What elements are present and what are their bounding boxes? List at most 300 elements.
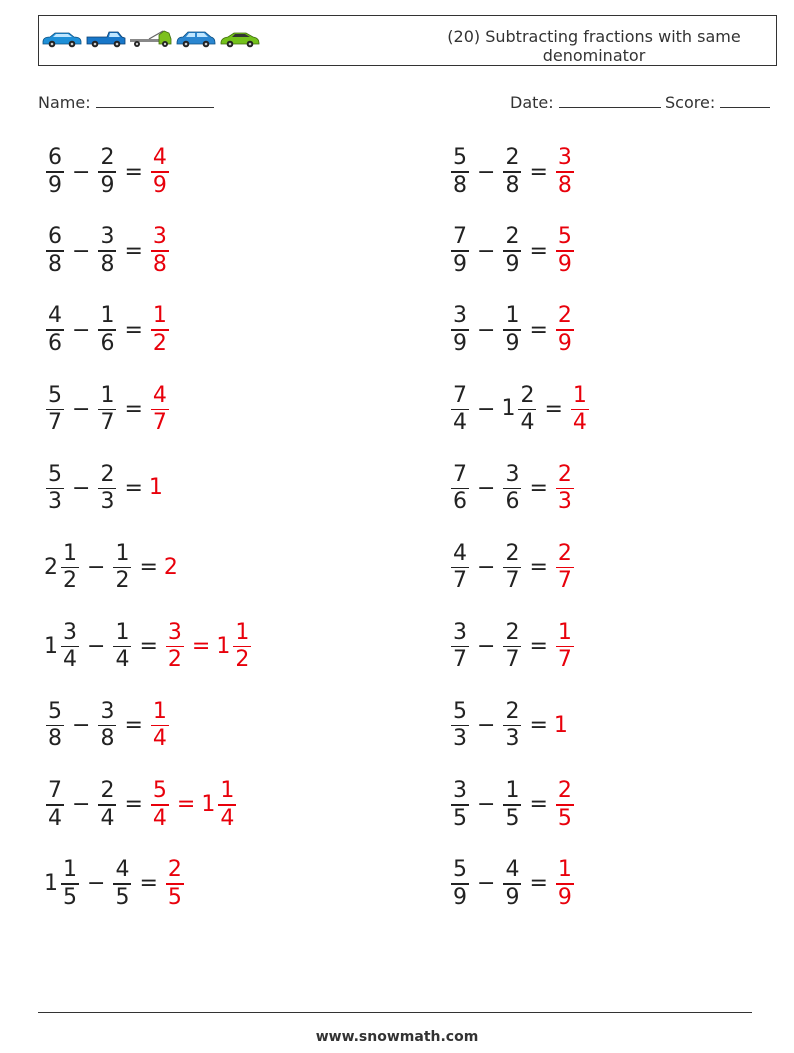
problem-6 — [449, 299, 576, 361]
fraction — [556, 462, 574, 516]
equals-sign: = — [529, 238, 548, 264]
fraction — [98, 383, 116, 437]
numerator: 1 — [115, 540, 130, 566]
numerator: 2 — [100, 461, 115, 487]
fraction — [98, 145, 116, 199]
fraction — [503, 224, 521, 278]
fraction — [113, 857, 131, 911]
problem-19 — [44, 853, 186, 915]
fraction — [166, 620, 184, 674]
denominator: 8 — [152, 251, 167, 277]
minus-sign: − — [477, 159, 496, 185]
subtrahend — [501, 462, 523, 516]
subtrahend — [501, 145, 523, 199]
fraction — [503, 699, 521, 753]
answer-value — [149, 383, 171, 437]
numerator: 2 — [557, 540, 572, 566]
denominator: 7 — [505, 647, 520, 673]
fraction — [571, 383, 589, 437]
numerator: 7 — [453, 224, 467, 250]
numerator: 1 — [220, 778, 235, 804]
fraction — [518, 383, 536, 437]
answer — [164, 537, 179, 599]
fraction — [46, 778, 64, 832]
fraction — [503, 541, 521, 595]
fraction — [556, 857, 574, 911]
equals-sign: = — [529, 555, 548, 580]
fraction — [451, 224, 469, 278]
fraction — [98, 699, 116, 753]
answer-value — [554, 857, 576, 911]
subtrahend — [111, 857, 133, 911]
problem-12 — [449, 537, 576, 599]
fraction — [151, 778, 169, 832]
fraction — [46, 462, 64, 516]
answer-mixed-number — [201, 774, 238, 836]
fraction — [113, 541, 131, 595]
numerator: 5 — [48, 698, 62, 724]
answer-value — [149, 145, 171, 199]
minus-sign: − — [477, 317, 496, 343]
numerator: 7 — [453, 382, 467, 408]
denominator: 4 — [152, 805, 167, 831]
answer-value — [149, 224, 171, 278]
equals-sign: = — [529, 871, 548, 897]
equals-sign: = — [139, 871, 158, 897]
problem-16 — [449, 695, 569, 757]
fraction — [166, 857, 184, 911]
minuend — [44, 616, 81, 678]
fraction — [451, 857, 469, 911]
denominator: 8 — [557, 172, 572, 198]
name-field[interactable] — [38, 93, 214, 112]
fraction — [151, 145, 169, 199]
worksheet-title: (20) Subtracting fractions with same denominator — [447, 27, 741, 65]
fraction — [61, 857, 79, 911]
equals-sign: = — [529, 634, 548, 660]
numerator: 4 — [152, 145, 167, 171]
whole-number: 1 — [216, 633, 231, 659]
fraction — [503, 303, 521, 357]
date-blank[interactable] — [559, 93, 661, 108]
denominator: 6 — [48, 330, 62, 356]
subtrahend — [96, 224, 118, 278]
fraction — [61, 541, 79, 595]
subtrahend — [501, 699, 523, 753]
minus-sign: − — [477, 634, 496, 660]
minuend — [44, 778, 66, 832]
denominator: 4 — [220, 805, 235, 831]
numerator: 1 — [152, 698, 167, 724]
numerator: 3 — [453, 303, 467, 329]
denominator: 5 — [115, 884, 130, 910]
equals-sign: = — [124, 159, 143, 185]
denominator: 7 — [453, 568, 467, 594]
denominator: 2 — [235, 647, 250, 673]
answer — [554, 620, 576, 674]
subtrahend — [501, 303, 523, 357]
answer — [554, 695, 569, 757]
denominator: 4 — [152, 726, 167, 752]
minus-sign: − — [72, 238, 91, 264]
numerator: 6 — [48, 145, 62, 171]
fraction — [451, 303, 469, 357]
numerator: 2 — [557, 778, 572, 804]
blue-sedan-icon — [41, 29, 83, 49]
minus-sign: − — [87, 634, 106, 660]
answer — [554, 541, 576, 595]
whole-number: 1 — [553, 712, 568, 738]
numerator: 1 — [235, 619, 250, 645]
minus-sign: − — [72, 713, 91, 739]
answer-value — [149, 699, 171, 753]
minus-sign: − — [477, 396, 496, 422]
problem-15 — [44, 695, 171, 757]
footer-url: www.snowmath.com — [315, 1029, 479, 1045]
answer-value — [554, 778, 576, 832]
numerator: 7 — [48, 778, 62, 804]
problem-4 — [449, 220, 576, 282]
equals-sign: = — [124, 317, 143, 343]
problem-2 — [449, 141, 576, 203]
answer-value — [554, 224, 576, 278]
minuend — [449, 462, 471, 516]
denominator: 8 — [453, 172, 467, 198]
fraction — [503, 462, 521, 516]
equals-sign: = — [529, 792, 548, 818]
answer — [149, 224, 171, 278]
problem-9 — [44, 457, 164, 519]
fraction — [451, 699, 469, 753]
minuend — [449, 778, 471, 832]
answer — [149, 699, 171, 753]
denominator: 9 — [48, 172, 62, 198]
denominator: 7 — [453, 647, 467, 673]
numerator: 5 — [557, 224, 572, 250]
problem-10 — [449, 457, 576, 519]
numerator: 1 — [572, 382, 587, 408]
numerator: 7 — [453, 461, 467, 487]
denominator: 6 — [100, 330, 115, 356]
fraction — [61, 620, 79, 674]
denominator: 9 — [557, 251, 572, 277]
denominator: 8 — [505, 172, 520, 198]
equals-sign: = — [124, 238, 143, 264]
answer — [164, 616, 253, 678]
minuend — [44, 537, 81, 599]
fraction — [503, 620, 521, 674]
denominator: 9 — [505, 330, 520, 356]
denominator: 8 — [100, 251, 115, 277]
equals-sign: = — [124, 475, 143, 501]
minus-sign: − — [87, 871, 106, 897]
minuend — [449, 620, 471, 674]
denominator: 9 — [505, 884, 520, 910]
car-icons — [41, 29, 261, 49]
date-field[interactable] — [510, 93, 661, 112]
answer — [149, 774, 238, 836]
denominator: 7 — [48, 410, 62, 436]
denominator: 5 — [167, 884, 182, 910]
minuend — [449, 699, 471, 753]
denominator: 2 — [152, 330, 167, 356]
problem-3 — [44, 220, 171, 282]
whole-number: 1 — [44, 870, 58, 896]
denominator: 4 — [48, 805, 62, 831]
answer — [149, 457, 164, 519]
denominator: 4 — [572, 410, 587, 436]
minuend — [44, 699, 66, 753]
denominator: 7 — [100, 410, 115, 436]
answer-value — [554, 303, 576, 357]
denominator: 7 — [557, 647, 572, 673]
numerator: 3 — [453, 619, 467, 645]
fraction — [451, 778, 469, 832]
denominator: 9 — [557, 330, 572, 356]
subtrahend — [501, 224, 523, 278]
denominator: 9 — [505, 251, 520, 277]
answer — [149, 383, 171, 437]
minus-sign: − — [477, 555, 496, 580]
equals-sign: = — [124, 713, 143, 739]
denominator: 9 — [557, 884, 572, 910]
equals-sign: = — [191, 634, 211, 660]
answer-value — [164, 857, 186, 911]
equals-sign: = — [544, 396, 563, 422]
numerator: 4 — [152, 382, 167, 408]
fraction — [98, 778, 116, 832]
fraction — [151, 224, 169, 278]
answer-value — [554, 695, 569, 757]
numerator: 2 — [505, 619, 520, 645]
denominator: 9 — [453, 251, 467, 277]
equals-sign: = — [529, 713, 548, 739]
equals-sign: = — [529, 159, 548, 185]
score-blank[interactable] — [720, 93, 770, 108]
name-blank[interactable] — [96, 93, 214, 108]
fraction — [556, 224, 574, 278]
subtrahend — [501, 857, 523, 911]
answer-value — [149, 778, 171, 832]
minus-sign: − — [72, 792, 91, 818]
equals-sign: = — [139, 555, 158, 580]
minuend — [44, 145, 66, 199]
denominator: 5 — [63, 884, 77, 910]
fraction — [451, 145, 469, 199]
minus-sign: − — [477, 792, 496, 818]
numerator: 3 — [100, 698, 115, 724]
answer-value — [164, 620, 186, 674]
minus-sign: − — [87, 555, 106, 580]
answer-value — [554, 145, 576, 199]
denominator: 7 — [505, 568, 520, 594]
worksheet-header — [38, 15, 777, 66]
green-hatchback-icon — [219, 29, 261, 49]
minuend — [449, 224, 471, 278]
answer-value — [554, 620, 576, 674]
whole-number: 1 — [44, 633, 58, 659]
numerator: 4 — [48, 303, 62, 329]
numerator: 6 — [48, 224, 62, 250]
problem-8 — [449, 378, 591, 440]
minuend — [449, 145, 471, 199]
minus-sign: − — [72, 475, 91, 501]
fraction — [556, 145, 574, 199]
subtrahend — [96, 699, 118, 753]
numerator: 3 — [63, 619, 77, 645]
fraction — [218, 778, 236, 832]
numerator: 1 — [505, 303, 520, 329]
numerator: 4 — [115, 857, 130, 883]
fraction — [151, 383, 169, 437]
minus-sign: − — [477, 871, 496, 897]
subtrahend — [111, 620, 133, 674]
denominator: 9 — [453, 330, 467, 356]
tow-truck-icon — [129, 29, 173, 49]
denominator: 4 — [115, 647, 130, 673]
denominator: 2 — [115, 568, 130, 594]
numerator: 3 — [152, 224, 167, 250]
numerator: 2 — [557, 303, 572, 329]
denominator: 3 — [453, 726, 467, 752]
answer-value — [554, 541, 576, 595]
answer-mixed-number — [216, 616, 253, 678]
answer — [554, 145, 576, 199]
fraction — [451, 383, 469, 437]
denominator: 4 — [100, 805, 115, 831]
problem-5 — [44, 299, 171, 361]
numerator: 1 — [557, 857, 572, 883]
answer — [554, 857, 576, 911]
numerator: 4 — [453, 540, 467, 566]
numerator: 1 — [557, 619, 572, 645]
numerator: 5 — [453, 145, 467, 171]
numerator: 3 — [453, 778, 467, 804]
numerator: 2 — [505, 540, 520, 566]
problem-1 — [44, 141, 171, 203]
subtrahend — [96, 145, 118, 199]
numerator: 2 — [505, 698, 520, 724]
fraction — [503, 778, 521, 832]
subtrahend — [96, 383, 118, 437]
subtrahend — [96, 303, 118, 357]
numerator: 1 — [152, 303, 167, 329]
subtrahend — [501, 541, 523, 595]
numerator: 3 — [167, 619, 182, 645]
answer — [569, 383, 591, 437]
fraction — [46, 303, 64, 357]
denominator: 7 — [152, 410, 167, 436]
fraction — [556, 620, 574, 674]
numerator: 2 — [167, 857, 182, 883]
date-label: Date: — [510, 93, 554, 112]
subtrahend — [501, 378, 538, 440]
problem-11 — [44, 537, 179, 599]
fraction — [233, 620, 251, 674]
denominator: 3 — [100, 489, 115, 515]
numerator: 2 — [557, 461, 572, 487]
fraction — [451, 620, 469, 674]
numerator: 3 — [557, 145, 572, 171]
denominator: 5 — [453, 805, 467, 831]
score-field[interactable] — [665, 93, 770, 112]
denominator: 6 — [505, 489, 520, 515]
numerator: 3 — [100, 224, 115, 250]
minuend — [44, 383, 66, 437]
numerator: 1 — [100, 303, 115, 329]
numerator: 2 — [520, 382, 535, 408]
fraction — [503, 857, 521, 911]
denominator: 8 — [100, 726, 115, 752]
answer — [164, 857, 186, 911]
fraction — [98, 224, 116, 278]
numerator: 1 — [63, 540, 77, 566]
answer-value — [554, 462, 576, 516]
denominator: 3 — [557, 489, 572, 515]
numerator: 1 — [505, 778, 520, 804]
denominator: 2 — [63, 568, 77, 594]
blue-pickup-icon — [85, 29, 127, 49]
fraction — [46, 145, 64, 199]
fraction — [451, 541, 469, 595]
score-label: Score: — [665, 93, 716, 112]
fraction — [98, 462, 116, 516]
problem-7 — [44, 378, 171, 440]
fraction — [151, 303, 169, 357]
subtrahend — [111, 541, 133, 595]
answer — [554, 778, 576, 832]
whole-number: 1 — [201, 791, 216, 817]
denominator: 4 — [63, 647, 77, 673]
problem-18 — [449, 774, 576, 836]
numerator: 5 — [48, 461, 62, 487]
denominator: 3 — [48, 489, 62, 515]
answer-value — [569, 383, 591, 437]
problem-20 — [449, 853, 576, 915]
equals-sign: = — [124, 792, 143, 818]
answer — [554, 224, 576, 278]
answer-value — [149, 303, 171, 357]
denominator: 7 — [557, 568, 572, 594]
fraction — [151, 699, 169, 753]
numerator: 5 — [152, 778, 167, 804]
numerator: 5 — [453, 698, 467, 724]
minus-sign: − — [72, 396, 91, 422]
name-label: Name: — [38, 93, 91, 112]
minus-sign: − — [72, 317, 91, 343]
problem-14 — [449, 616, 576, 678]
denominator: 8 — [48, 251, 62, 277]
fraction — [113, 620, 131, 674]
subtrahend — [96, 462, 118, 516]
minuend — [44, 853, 81, 915]
problem-13 — [44, 616, 253, 678]
footer-divider — [38, 1012, 752, 1013]
denominator: 2 — [167, 647, 182, 673]
numerator: 1 — [63, 857, 77, 883]
numerator: 1 — [100, 382, 115, 408]
whole-number: 2 — [163, 554, 178, 580]
fraction — [46, 699, 64, 753]
denominator: 4 — [520, 410, 535, 436]
numerator: 2 — [100, 778, 115, 804]
denominator: 5 — [557, 805, 572, 831]
minus-sign: − — [477, 475, 496, 501]
numerator: 5 — [48, 382, 62, 408]
fraction — [556, 303, 574, 357]
answer — [554, 303, 576, 357]
answer — [149, 145, 171, 199]
